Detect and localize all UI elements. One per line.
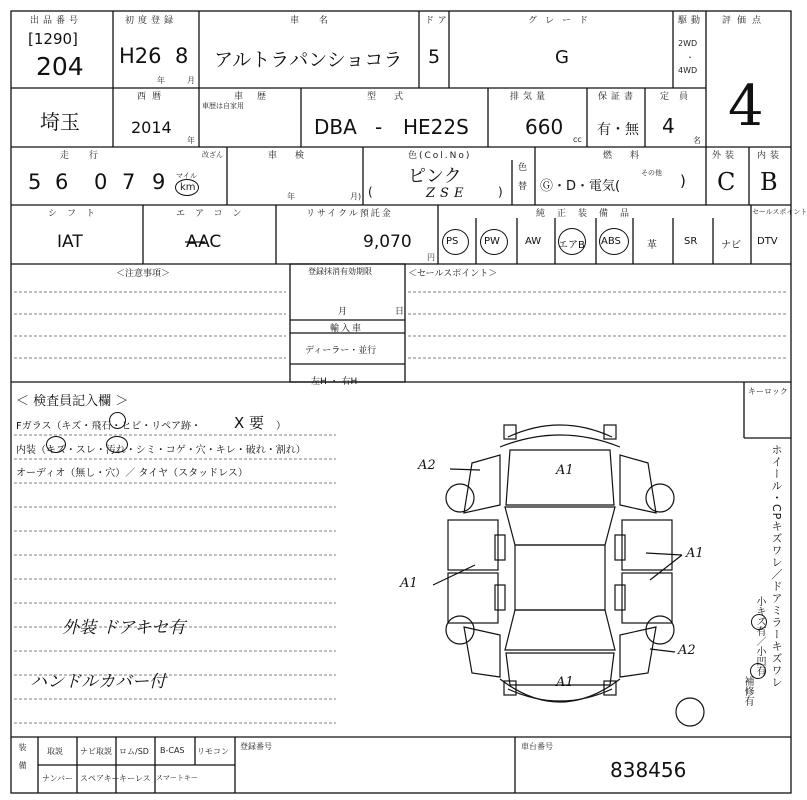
import-car-header: 輸入車 — [330, 324, 364, 334]
grade-value: G — [555, 47, 569, 68]
model-year-unit: 年 — [187, 136, 195, 145]
footer-spare-key: スペアキー — [80, 774, 120, 783]
side-legend-circle-2 — [750, 663, 766, 679]
auction-score: 4 — [728, 74, 764, 139]
mark-front-a1: A1 — [556, 463, 574, 478]
model-dash: - — [375, 115, 383, 139]
mileage-digit-4: 7 — [122, 170, 136, 194]
rear-window-outline — [505, 610, 615, 650]
front-left-wheel — [446, 484, 474, 512]
footer-plate: ナンバー — [42, 774, 74, 783]
aircon-strike-mark — [184, 236, 206, 248]
aircon-value: AAC — [186, 232, 222, 252]
sales-point-label: ＜セールスポイント＞ — [408, 269, 498, 279]
mileage-digit-5: 9 — [152, 170, 166, 194]
exterior-grade: C — [717, 168, 736, 196]
capacity-header: 定員 — [660, 92, 699, 102]
month-unit: 月 — [187, 76, 195, 85]
model-year-header: 西暦 — [137, 92, 168, 102]
shaken-year-unit: 年 — [287, 192, 295, 201]
notes-header: ＜注意事項＞ — [116, 269, 171, 279]
footer-rom-sd: ロム/SD — [119, 747, 149, 756]
km-label: km — [180, 182, 196, 193]
equipment-airbag-circle — [558, 228, 586, 255]
drive-4wd: 4WD — [678, 66, 698, 75]
equipment-ps-circle — [442, 229, 469, 255]
front-left-fog — [504, 425, 516, 439]
registration-expiry-header: 登録抹消有効期限 — [308, 267, 372, 276]
grade-header: グレード — [528, 16, 597, 26]
front-right-fog — [604, 425, 616, 439]
right-rear-quarter — [620, 627, 656, 677]
fuel-close-paren: ) — [680, 172, 686, 190]
equipment-header: 純正装備品 — [536, 209, 642, 219]
windshield-line: Fガラス（キズ・飛石・ヒビ・リペア跡・ — [16, 421, 202, 432]
right-rear-door — [622, 573, 672, 623]
drive-header: 駆動 — [678, 16, 705, 26]
side-damage-legend-sub: 小キズ有／小凹有 — [754, 596, 765, 676]
footer-remote: リモコン — [197, 747, 229, 756]
front-right-wheel — [646, 484, 674, 512]
pointer-front-left — [450, 469, 480, 470]
mark-left-side-a1: A1 — [400, 576, 418, 591]
sales-point-header: セールスポイント — [752, 208, 807, 216]
region-name: 埼玉 — [40, 110, 80, 134]
color-value: ピンク — [408, 166, 462, 187]
drive-2wd: 2WD — [678, 39, 698, 48]
equipment-aw: AW — [525, 236, 542, 247]
lot-number: 204 — [36, 52, 84, 81]
km-circle-mark — [175, 179, 199, 196]
model-code: HE22S — [403, 115, 469, 139]
mileage-digit-1: 5 — [28, 170, 42, 194]
equipment-airbag: エアB — [558, 240, 585, 251]
equipment-pw-circle — [480, 229, 508, 255]
mileage-digit-2: 6 — [55, 170, 69, 194]
pointer-right-side — [646, 553, 682, 555]
model-year: 2014 — [131, 118, 172, 137]
cc-unit: cc — [573, 135, 582, 144]
footer-keyless: キーレス — [119, 774, 151, 783]
exterior-header: 外装 — [712, 151, 739, 161]
first-registration-era-year: H26 — [119, 44, 162, 68]
warranty-value: 有・無 — [597, 122, 639, 138]
left-mirror-rear — [495, 585, 505, 610]
right-front-door — [622, 520, 672, 570]
front-bumper-inner — [500, 435, 620, 447]
recycle-header: リサイクル預託金 — [306, 209, 393, 219]
equipment-abs: ABS — [601, 236, 621, 247]
side-damage-legend-repair: 補修有 — [742, 676, 753, 706]
year-unit: 年 — [157, 76, 165, 85]
registration-expiry-day: 日 — [395, 307, 405, 317]
mileage-digit-3: 0 — [94, 170, 108, 194]
side-legend-circle-1 — [751, 614, 767, 630]
score-header: 評価点 — [722, 16, 768, 26]
keylock-header: キーロック — [748, 387, 788, 396]
displacement-header: 排気量 — [510, 92, 550, 102]
shaken-month-unit: 月) — [350, 192, 362, 201]
chassis-number: 838456 — [610, 758, 687, 782]
equipment-pw: PW — [484, 236, 500, 247]
steering-side: 左H ・ 右H — [311, 377, 358, 387]
registration-number-header: 登録番号 — [240, 742, 272, 751]
color-open-paren: ( — [368, 185, 373, 199]
handwritten-note-1: 外装 ドアキセ有 — [62, 618, 186, 638]
color-close-paren: ) — [498, 185, 503, 199]
equipment-leather: 革 — [647, 240, 657, 251]
shift-value: IAT — [57, 232, 83, 252]
mark-right-side-a1: A1 — [686, 546, 704, 561]
pointer-rear-right — [650, 649, 675, 652]
drive-separator: ・ — [686, 53, 694, 62]
equipment-sunroof: SR — [684, 236, 698, 247]
interior-grade: B — [760, 168, 778, 196]
left-front-fender — [464, 455, 500, 513]
shaken-header: 車検 — [268, 151, 323, 161]
equipment-dtv: DTV — [757, 236, 778, 247]
spare-wheel — [676, 698, 704, 726]
roof-outline — [515, 545, 605, 610]
mile-label: マイル — [176, 172, 197, 180]
rear-left-wheel — [446, 616, 474, 644]
meter-tamper-header: 改ざん — [202, 151, 223, 159]
fuel-header: 燃料 — [603, 151, 658, 161]
doors-header: ドア — [425, 16, 451, 26]
recycle-amount: 9,070 — [363, 232, 412, 252]
windshield-outline — [505, 507, 615, 545]
fuel-options: Ⓖ・D・電気( — [540, 179, 621, 194]
yen-unit: 円 — [427, 253, 435, 262]
side-damage-legend: ホイール・CPキズワレ／ドアミラーキズワレ — [770, 444, 783, 689]
interior-header: 内装 — [757, 151, 784, 161]
aircon-header: エアコン — [176, 209, 252, 219]
shift-header: シフト — [48, 209, 106, 219]
model-prefix: DBA — [314, 115, 357, 139]
vehicle-history-note: 車歴は自家用 — [202, 102, 244, 110]
lot-number-header: 出品番号 — [30, 16, 83, 26]
equipment-navi: ナビ — [721, 240, 741, 251]
import-type: ディーラー・並行 — [305, 346, 377, 356]
handwritten-note-2: ハンドルカバー付 — [30, 672, 166, 692]
car-name: アルトラパンショコラ — [214, 49, 403, 71]
left-rear-door — [448, 573, 498, 623]
chassis-number-header: 車台番号 — [521, 742, 553, 751]
registration-expiry-month: 月 — [338, 307, 348, 317]
mark-front-left-a2: A2 — [418, 458, 436, 473]
right-front-fender — [620, 455, 656, 513]
footer-navi-manual: ナビ取説 — [80, 747, 112, 756]
right-mirror-front — [615, 535, 625, 560]
warranty-header: 保証書 — [598, 92, 638, 102]
model-code-header: 型式 — [367, 92, 422, 102]
audio-tire-line: オーディオ（無し・穴）／ タイヤ（スタッドレス） — [16, 468, 248, 479]
inspector-section-header: ＜ 検査員記入欄 ＞ — [16, 394, 129, 409]
left-rear-quarter — [464, 627, 500, 677]
footer-side-label: 装備 — [18, 743, 27, 779]
capacity-unit: 名 — [693, 136, 701, 145]
windshield-close-paren: ） — [276, 421, 286, 432]
footer-manual: 取説 — [47, 747, 63, 756]
doors-value: 5 — [428, 46, 441, 68]
first-registration-month: 8 — [175, 44, 189, 68]
interior-scratch-circle — [46, 436, 66, 453]
fuel-other-label: その他 — [641, 169, 662, 177]
windshield-repair-required: X 要 — [234, 414, 265, 432]
capacity-value: 4 — [662, 114, 675, 138]
equipment-ps: PS — [446, 236, 459, 247]
mileage-header: 走行 — [60, 151, 119, 161]
displacement-value: 660 — [525, 115, 564, 139]
right-mirror-rear — [615, 585, 625, 610]
rear-right-wheel — [646, 616, 674, 644]
rear-bumper-outline — [508, 689, 612, 701]
left-front-door — [448, 520, 498, 570]
color-header: 色(Col.No) — [408, 151, 472, 161]
car-name-header: 車名 — [290, 16, 349, 26]
footer-bcas: B-CAS — [160, 746, 185, 755]
footer-smart-key: スマートキー — [156, 774, 198, 782]
mark-rear-a1: A1 — [556, 675, 574, 690]
interior-dirt-circle — [106, 436, 128, 453]
mark-rear-right-a2: A2 — [678, 643, 696, 658]
left-mirror-front — [495, 535, 505, 560]
pointer-right-side-2 — [650, 555, 682, 580]
first-registration-header: 初度登録 — [125, 16, 178, 26]
pointer-left-side — [433, 565, 475, 585]
vehicle-history-header: 車歴 — [234, 92, 281, 102]
recolor-label: 色替 — [516, 162, 526, 200]
equipment-abs-circle — [599, 228, 629, 255]
color-code: ZSE — [426, 186, 469, 201]
windshield-chip-circle — [109, 412, 126, 429]
lot-ref: [1290] — [28, 30, 78, 48]
interior-condition-line: 内装（キズ・スレ・汚れ・シミ・コゲ・穴・キレ・破れ・割れ） — [16, 445, 306, 456]
